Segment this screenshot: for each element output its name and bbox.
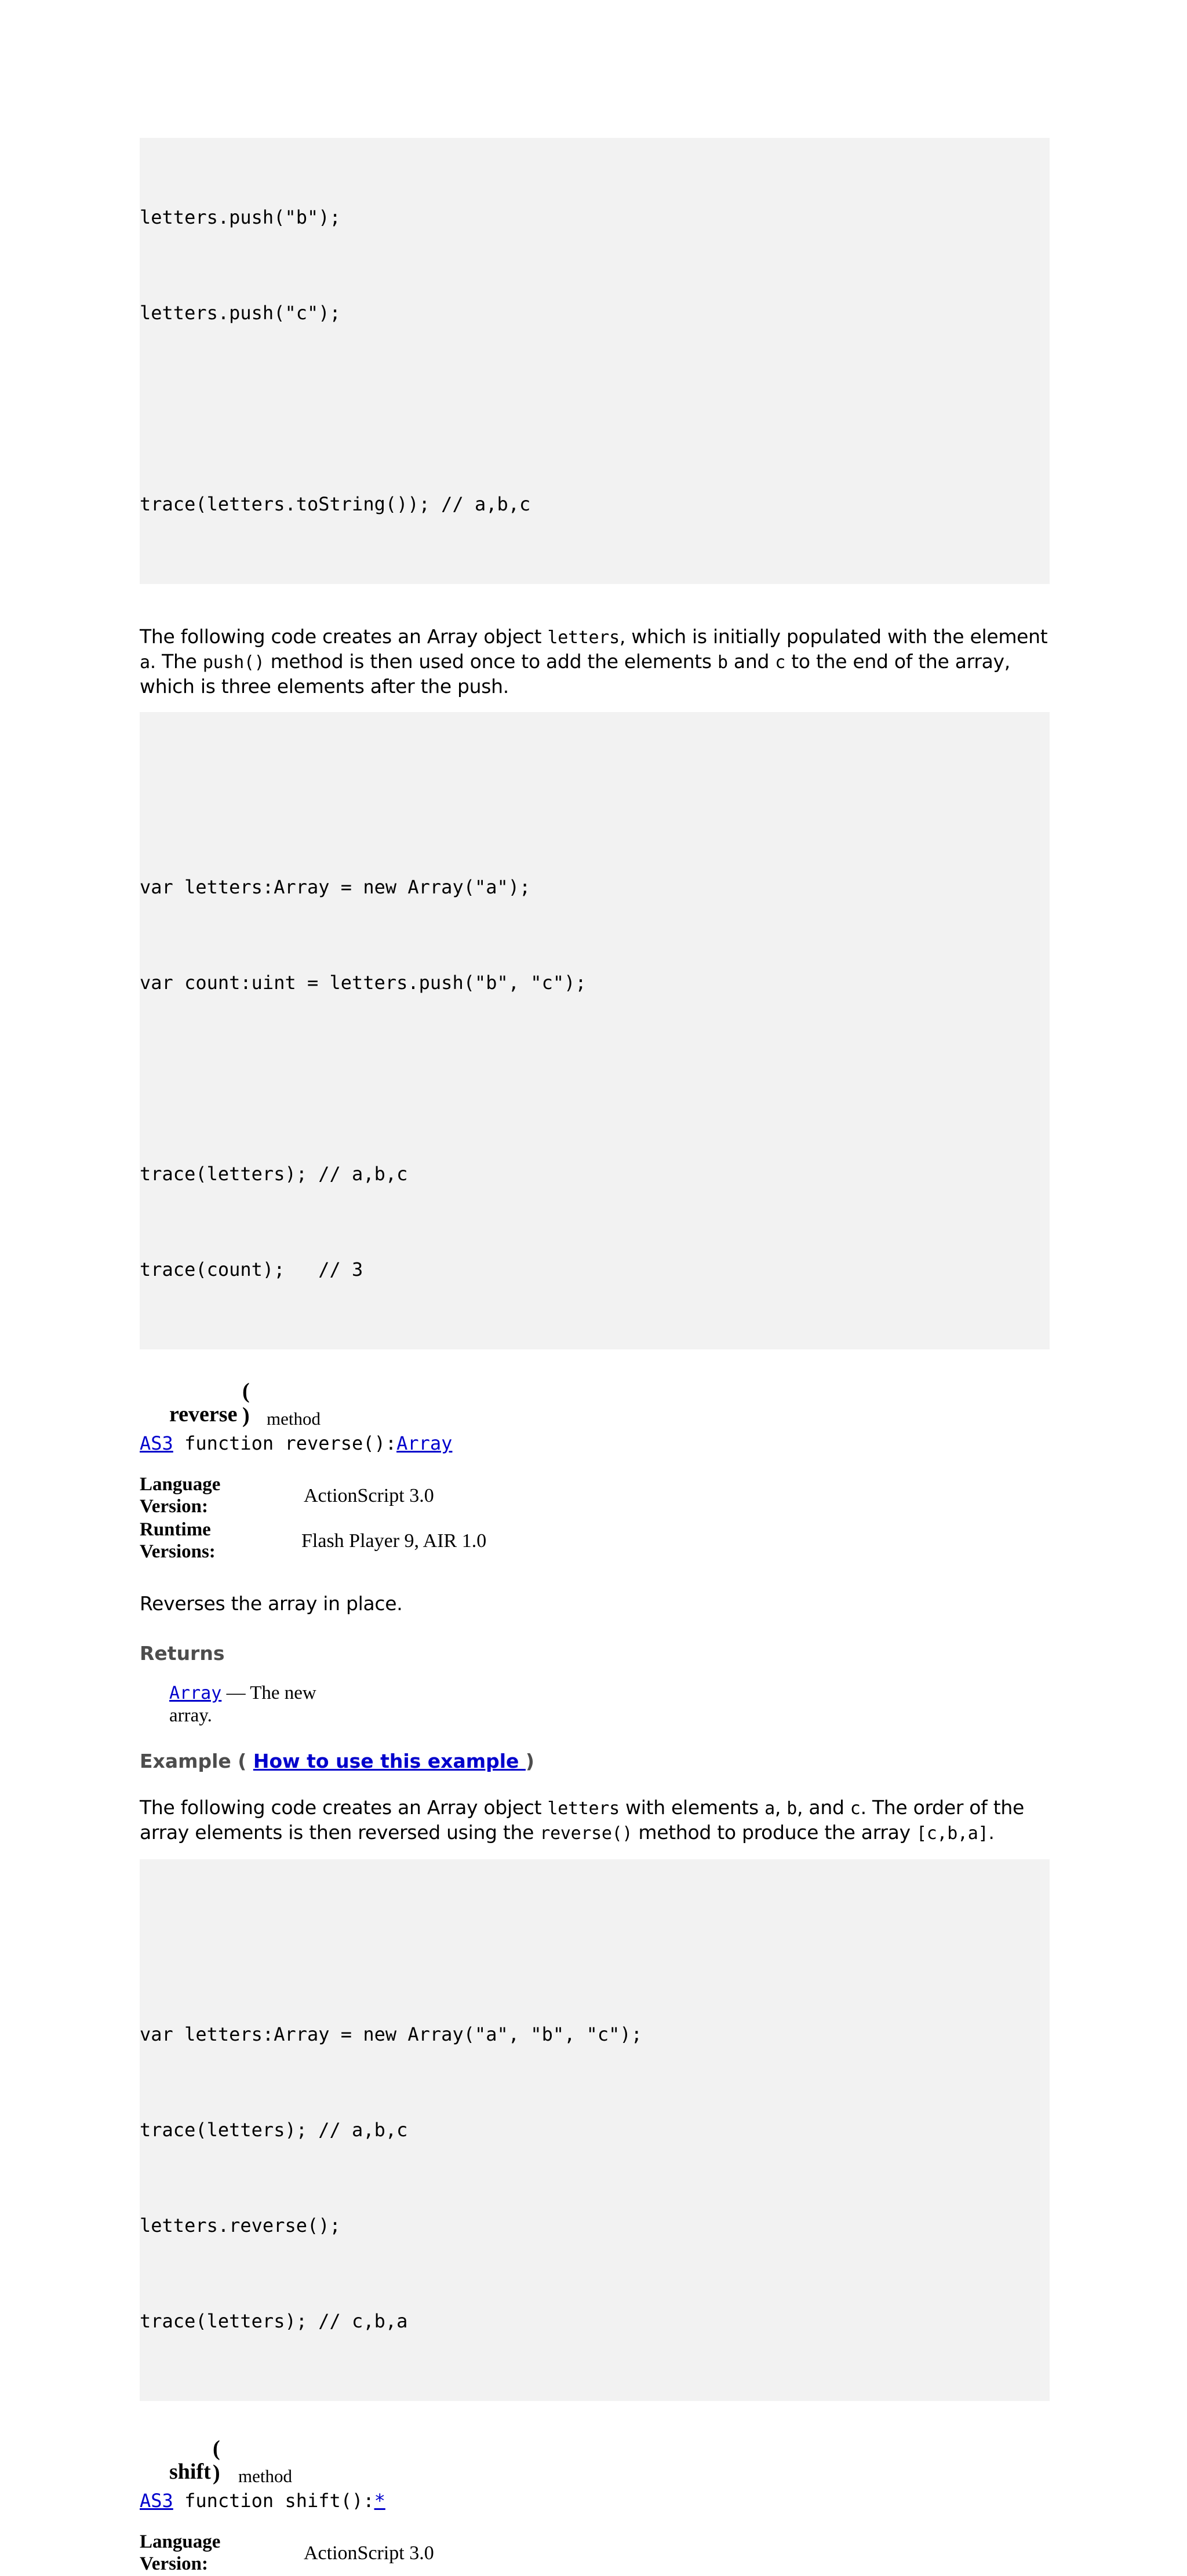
code-line — [140, 776, 1050, 808]
code-line — [140, 1063, 1050, 1094]
code-block-push-basic — [140, 138, 1050, 584]
text: The following code creates an Array object — [140, 625, 548, 648]
text: The following code creates an Array object — [140, 1796, 548, 1819]
inline-code: push() — [202, 652, 265, 673]
label-line: Version: — [140, 2553, 208, 2574]
code-line: trace(letters); // c,b,a — [140, 2310, 408, 2332]
language-version-row — [140, 2531, 1050, 2576]
inline-code: b — [717, 652, 728, 673]
text: and — [727, 650, 775, 673]
inline-code: letters — [547, 627, 620, 648]
any-type-link[interactable]: * — [374, 2490, 385, 2512]
inline-code: b — [787, 1798, 798, 1819]
paren: ( — [231, 1750, 253, 1772]
method-paren-open: ( — [213, 2436, 220, 2461]
text: . — [988, 1821, 995, 1844]
text: to the end of the array, which is three elements after the push. — [140, 650, 1010, 698]
label-line: Runtime — [140, 1519, 211, 1540]
label-line: Versions: — [140, 1541, 216, 1562]
code-line: letters.push("b"); — [140, 206, 341, 228]
example-heading — [140, 1750, 1050, 1772]
reverse-example-description — [140, 1796, 1050, 1845]
version-table-shift — [140, 2531, 1050, 2576]
text: , — [774, 1796, 787, 1819]
method-kind: method — [238, 2466, 292, 2486]
method-paren-close: ) — [242, 1403, 250, 1428]
paren: ) — [525, 1750, 535, 1772]
code-line: letters.push("c"); — [140, 302, 341, 324]
method-signature-shift — [140, 2488, 1050, 2513]
text: . The — [150, 650, 203, 673]
code-line: var letters:Array = new Array("a", "b", "c"); — [140, 2023, 642, 2045]
label-line: Language — [140, 2531, 221, 2552]
push-example-description — [140, 625, 1050, 698]
language-version-label — [140, 2531, 232, 2575]
reverse-description: Reverses the array in place. — [140, 1592, 403, 1615]
signature-text: function shift(): — [173, 2490, 374, 2512]
inline-code: letters — [547, 1798, 620, 1819]
doc-page — [140, 139, 1050, 2576]
text: method is then used once to add the elements — [264, 650, 718, 673]
returns-description — [169, 1682, 332, 1727]
code-line: trace(letters); // a,b,c — [140, 1163, 408, 1185]
version-table-reverse — [140, 1473, 1050, 1564]
code-line: letters.reverse(); — [140, 2214, 341, 2236]
as3-namespace-link[interactable]: AS3 — [140, 1432, 173, 1454]
label-line: Version: — [140, 1496, 208, 1517]
code-block-reverse — [140, 1859, 1050, 2401]
language-version-label — [140, 1473, 232, 1517]
inline-code: [c,b,a] — [916, 1823, 989, 1844]
code-line — [140, 393, 1050, 425]
inline-code: c — [850, 1798, 861, 1819]
text: . The order of the array elements is then reversed using the — [140, 1796, 1024, 1844]
code-line — [140, 1923, 1050, 1955]
method-kind: method — [267, 1409, 321, 1429]
runtime-versions-label — [140, 1519, 232, 1563]
text: , which is initially populated with the element — [619, 625, 1048, 648]
method-name: reverse — [169, 1402, 238, 1426]
runtime-versions-value: Flash Player 9, AIR 1.0 — [301, 1530, 487, 1552]
label-line: Language — [140, 1474, 221, 1495]
text: , and — [797, 1796, 850, 1819]
method-signature-reverse — [140, 1431, 1050, 1456]
code-line: var letters:Array = new Array("a"); — [140, 876, 531, 898]
inline-code: c — [775, 652, 786, 673]
method-paren-open: ( — [242, 1379, 250, 1403]
code-line: trace(letters.toString()); // a,b,c — [140, 493, 531, 515]
text: method to produce the array — [632, 1821, 916, 1844]
code-block-push-multiple — [140, 712, 1050, 1349]
how-to-use-example-link[interactable]: How to use this example — [253, 1750, 526, 1772]
inline-code: a — [140, 652, 150, 673]
as3-namespace-link[interactable]: AS3 — [140, 2490, 173, 2512]
signature-text: function reverse(): — [173, 1432, 397, 1454]
language-version-value: ActionScript 3.0 — [304, 1485, 434, 1506]
method-heading-reverse — [140, 1378, 1050, 1431]
code-line: var count:uint = letters.push("b", "c"); — [140, 972, 587, 994]
example-label: Example — [140, 1750, 231, 1772]
inline-code: reverse() — [540, 1823, 633, 1844]
returns-text: — The new array. — [169, 1683, 316, 1726]
code-line: trace(letters); // a,b,c — [140, 2119, 408, 2141]
inline-code: a — [764, 1798, 775, 1819]
method-name: shift — [169, 2460, 211, 2484]
language-version-row — [140, 1473, 1050, 1519]
array-type-link[interactable]: Array — [169, 1683, 222, 1703]
language-version-value: ActionScript 3.0 — [304, 2542, 434, 2564]
returns-heading: Returns — [140, 1642, 225, 1665]
array-return-type-link[interactable]: Array — [396, 1432, 453, 1454]
text: with elements — [619, 1796, 765, 1819]
code-line: trace(count); // 3 — [140, 1258, 363, 1280]
method-paren-close: ) — [213, 2461, 220, 2485]
runtime-versions-row — [140, 1519, 1050, 1564]
method-heading-shift — [140, 2436, 1050, 2488]
